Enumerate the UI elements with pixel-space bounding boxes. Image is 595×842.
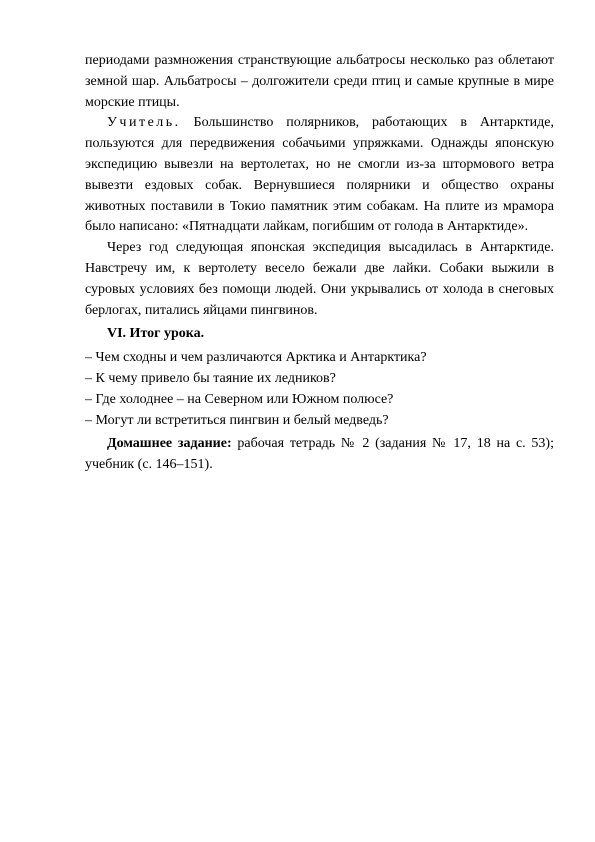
question-item: – Чем сходны и чем различаются Арктика и Антарктика? [85, 350, 427, 366]
page-content [85, 51, 554, 476]
question-item: – Могут ли встретиться пингвин и белый медведь? [85, 412, 389, 428]
paragraph-expedition: Через год следующая японская экспедиция высадилась в Антарктиде. Навстречу им, к вертолету весело бежали две лайки. Собаки выжили в суровых условиях без помощи людей. Они укрывались от холода в снеговых берлогах, питались яйцами пингвинов. [85, 240, 554, 318]
homework-paragraph [85, 434, 554, 476]
question-list [85, 348, 554, 431]
homework-label: Домашнее задание: [107, 436, 232, 452]
question-item: – К чему привело бы таяние их ледников? [85, 370, 336, 386]
question-item: – Где холоднее – на Северном или Южном полюсе? [85, 391, 394, 407]
paragraph-albatross: периодами размножения странствующие альбатросы несколько раз облетают земной шар. Альбатросы – долгожители среди птиц и самые крупные в мире морские птицы. [85, 53, 554, 110]
paragraph-teacher-text: Большинство полярников, работающих в Антарктиде, пользуются для передвижения собачьими упряжками. Однажды японскую экспедицию вывезли на вертолетах, но не смогли из-за штормового ветра вывезти ездовых собак. Вернувшиеся полярники и общество охраны животных поставили в Токио памятник этим собакам. На плите из мрамора было написано: «Пятнадцати лайкам, погибшим от голода в Антарктиде». [85, 115, 554, 235]
section-heading-summary: VI. Итог урока. [107, 326, 205, 342]
speaker-label: Учитель. [107, 115, 181, 131]
homework-text: рабочая тетрадь № 2 (задания № 17, 18 на с. 53); учебник (с. 146–151). [85, 436, 554, 473]
paragraph-teacher [85, 113, 554, 238]
